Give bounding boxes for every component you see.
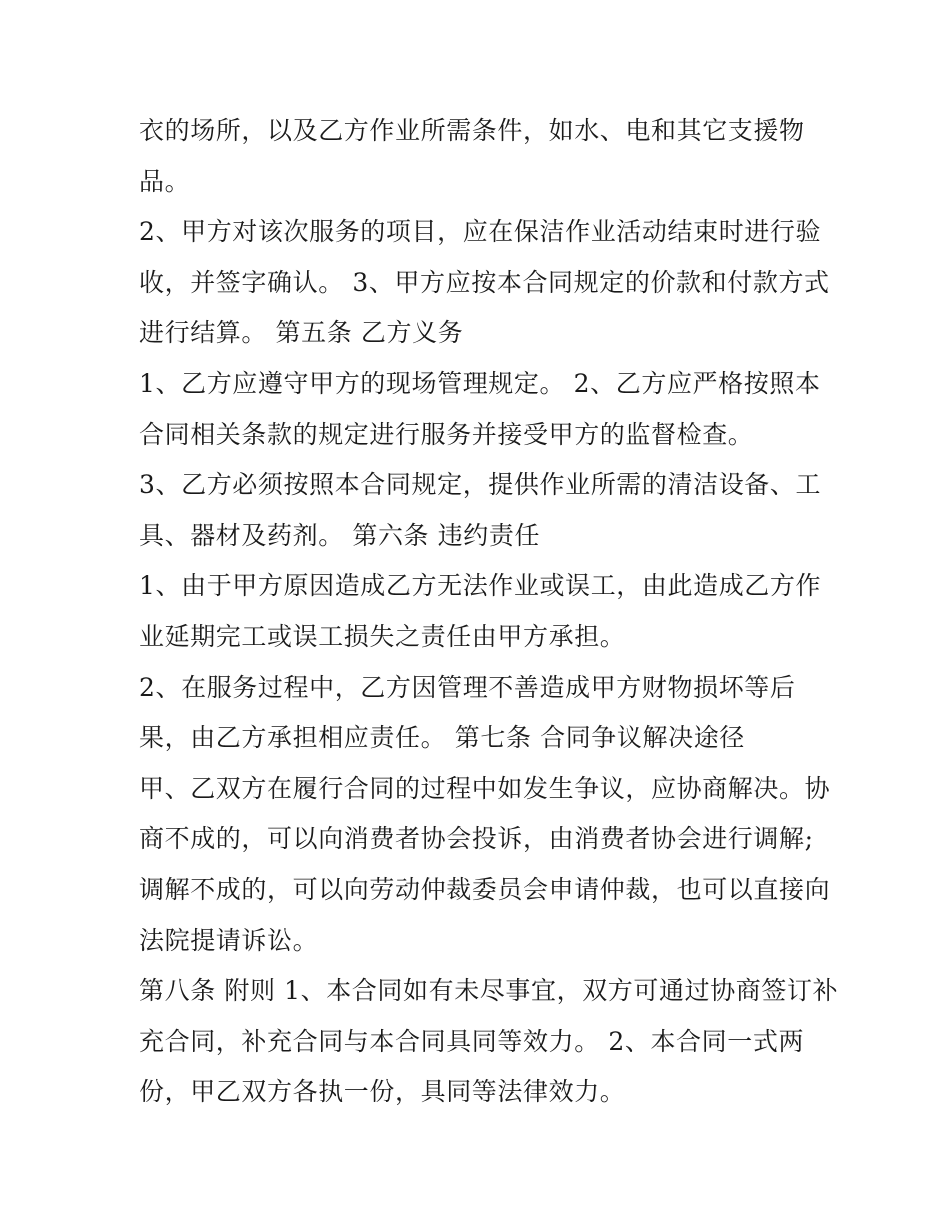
text-line: 3、乙方必须按照本合同规定，提供作业所需的清洁设备、工 [139,470,822,500]
text-line: 甲、乙双方在履行合同的过程中如发生争议，应协商解决。协 [139,773,831,803]
text-line: 果，由乙方承担相应责任。 第七条 合同争议解决途径 [139,723,745,753]
text-line: 调解不成的，可以向劳动仲裁委员会申请仲裁，也可以直接向 [139,874,831,904]
text-line: 业延期完工或误工损失之责任由甲方承担。 [139,621,626,651]
text-line: 2、在服务过程中，乙方因管理不善造成甲方财物损坏等后 [139,672,796,702]
text-line: 衣的场所，以及乙方作业所需条件，如水、电和其它支援物 [139,116,805,145]
text-line: 收，并签字确认。 3、甲方应按本合同规定的价款和付款方式 [139,267,830,297]
text-line: 2、甲方对该次服务的项目，应在保洁作业活动结束时进行验 [139,217,822,247]
text-line: 具、器材及药剂。 第六条 违约责任 [139,520,541,550]
text-line: 进行结算。 第五条 乙方义务 [139,318,464,348]
text-line: 份，甲乙双方各执一份，具同等法律效力。 [139,1077,626,1107]
text-line: 法院提请诉讼。 [139,925,319,955]
text-line: 合同相关条款的规定进行服务并接受甲方的监督检查。 [139,419,754,449]
text-line: 1、乙方应遵守甲方的现场管理规定。 2、乙方应严格按照本 [139,368,821,398]
text-line: 充合同，补充合同与本合同具同等效力。 2、本合同一式两 [139,1026,805,1056]
document-body [139,106,839,1118]
text-line: 1、由于甲方原因造成乙方无法作业或误工，由此造成乙方作 [139,571,822,601]
text-line: 商不成的，可以向消费者协会投诉，由消费者协会进行调解; [139,824,814,854]
text-line: 品。 [139,166,191,196]
text-line: 第八条 附则 1、本合同如有未尽事宜，双方可通过协商签订补 [139,976,839,1006]
